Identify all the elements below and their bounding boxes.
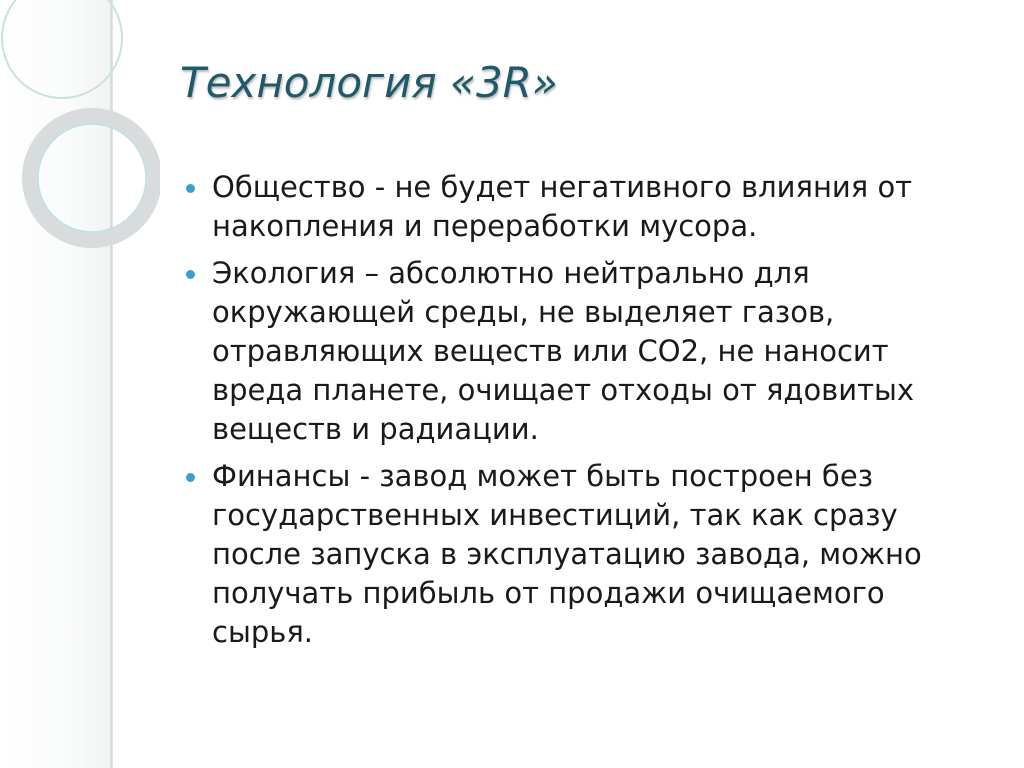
decorative-circle-thin — [2, 0, 122, 98]
bullet-marker-icon — [186, 270, 195, 279]
bullet-item-society — [186, 168, 976, 246]
bullet-marker-icon — [186, 184, 195, 193]
decorative-circle-inner — [38, 124, 146, 232]
bullet-marker-icon — [186, 473, 195, 482]
decorative-circles — [0, 0, 160, 260]
decorative-circle-ring — [30, 116, 154, 240]
bullet-list — [186, 168, 976, 660]
bullet-text: Экология – абсолютно нейтрально для окружающей среды, не выделяет газов, отравляющих веществ или СО2, не наносит вреда планете, очищает отходы от ядовитых веществ и радиации. — [212, 256, 915, 446]
bullet-text: Финансы - завод может быть построен без государственных инвестиций, так как сразу после запуска в эксплуатацию завода, можно получать прибыль от продажи очищаемого сырья. — [212, 459, 922, 649]
bullet-text: Общество - не будет негативного влияния от накопления и переработки мусора. — [212, 170, 913, 243]
slide-title: Технология «3R» — [180, 58, 558, 107]
bullet-item-finance — [186, 457, 976, 652]
bullet-item-ecology — [186, 254, 976, 449]
